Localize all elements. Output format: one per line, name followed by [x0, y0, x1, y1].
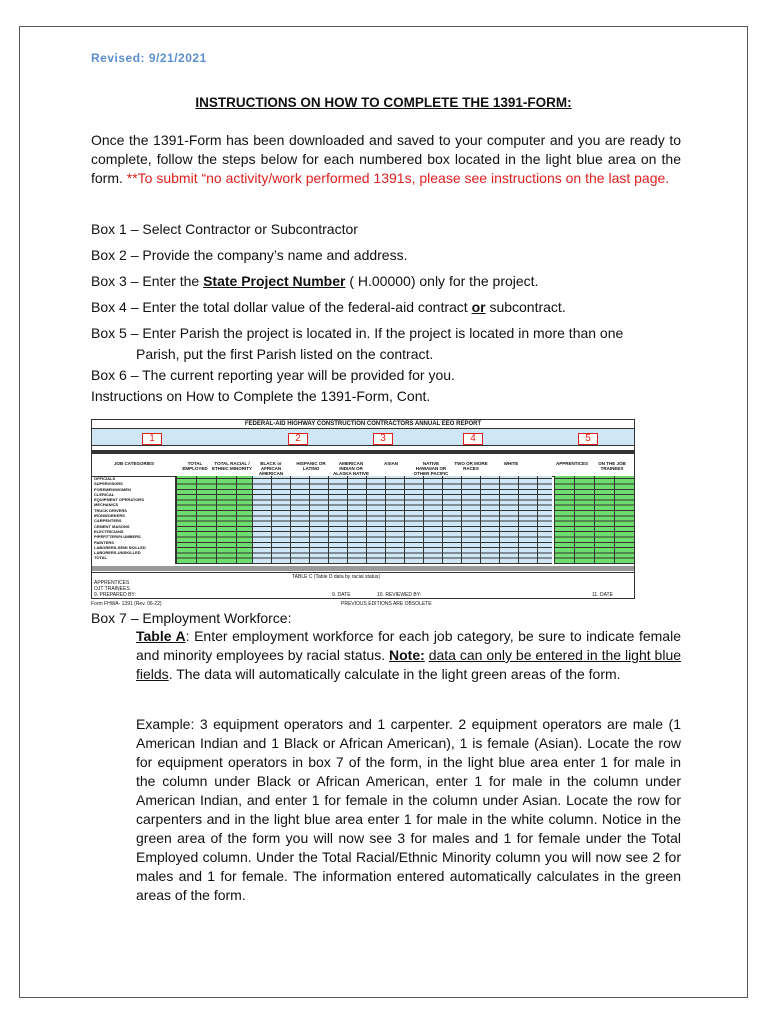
col-job-categories: JOB CATEGORIES [114, 461, 154, 466]
form-top-row [92, 429, 634, 446]
table-c-title: TABLE C (Table D data by racial status) [292, 574, 380, 580]
box4-post: subcontract. [485, 299, 566, 315]
box-cell-4 [418, 429, 529, 445]
intro-text: Once the 1391-Form has been downloaded and saved to your computer and you are ready to complete, follow the steps below for each numbered box located in the light blue area on the form. [91, 132, 681, 186]
form-section-bar [92, 450, 634, 454]
ojt-label: OJT TRAINEES [94, 586, 130, 592]
table-a-text: : Enter employment workforce for each job category, be sure to indicate female and minority employees by racial status. [136, 628, 681, 663]
job-category-row: LABORERS-UNSKILLED [94, 550, 141, 556]
job-category-row: PIPEFITTER/PLUMBERS [94, 534, 141, 540]
blue-entry-area [252, 476, 552, 564]
col-total-employed: TOTAL EMPLOYED [182, 461, 208, 471]
note-label: Note: [389, 647, 425, 663]
box-cell-2 [178, 429, 319, 445]
job-category-row: TOTAL [94, 555, 107, 561]
job-category-row: SUPERVISORS [94, 481, 123, 487]
box-number-1: 1 [142, 433, 162, 445]
green-total-columns [176, 476, 252, 564]
box-number-5: 5 [578, 433, 598, 445]
box-number-2: 2 [288, 433, 308, 445]
form-footer-left: Form FHWA- 1391 (Rev. 06-22) [91, 601, 162, 607]
col-native-hawaiian: NATIVE HAWAIIAN OR OTHER PACIFIC [413, 461, 449, 476]
col-black: BLACK or AFRICAN AMERICAN [258, 461, 284, 476]
col-american-indian: AMERICAN INDIAN OR ALASKA NATIVE [333, 461, 369, 476]
form-column-headers [92, 458, 634, 477]
example-paragraph: Example: 3 equipment operators and 1 carpenter. 2 equipment operators are male (1 American Indian and 1 Black or African American), 1 is female (Asian). Locate the row for equipment operators in box 7 of the form, in the light blue area enter 1 for male in the column under Black or African American, enter 1 for male in the column under American Indian, and enter 1 for female in the column under Asian. Locate the row for carpenters and in the light blue area enter 1 for male in the white column. Notice in the green area of the form you will now see 3 for males and 1 for female under the Total Employed column. Under the Total Racial/Ethnic Minority column you will now see 2 for males and 1 for female. The information entered automatically calculates in the green areas of the form. [136, 716, 681, 903]
prepared-by-label: 9. PREPARED BY: [94, 592, 136, 598]
note-text: data can only be entered in the light blue fields [136, 647, 682, 682]
table-a-tail: . The data will automatically calculate in the light green areas of the form. [168, 666, 621, 682]
form-footer [91, 601, 633, 607]
box2-instruction: Box 2 – Provide the company’s name and address. [91, 247, 408, 263]
job-category-row: LABORERS-SEMI SKILLED [94, 544, 146, 550]
reviewed-by-label: 10. REVIEWED BY: [377, 592, 422, 598]
date-label: 9. DATE [332, 592, 351, 598]
col-total-minority: TOTAL RACIAL / ETHNIC MINORITY [212, 461, 252, 471]
box7-heading: Box 7 – Employment Workforce: [91, 610, 292, 626]
job-category-row: CEMENT MASONS [94, 523, 130, 529]
form-grey-bar [92, 566, 634, 571]
box5-instruction-line1: Box 5 – Enter Parish the project is located in. If the project is located in more than one [91, 325, 624, 341]
job-category-row: FOREMEN/WOMEN [94, 486, 131, 492]
job-category-row: IRONWORKERS [94, 513, 125, 519]
box5-instruction-line2: Parish, put the first Parish listed on the contract. [136, 346, 434, 362]
intro-red-note: **To submit “no activity/work performed 1391s, please see instructions on the last page. [126, 170, 670, 186]
job-category-row: CARPENTERS [94, 518, 122, 524]
job-category-row: TRUCK DRIVERS [94, 507, 127, 513]
box3-bold: State Project Number [203, 273, 346, 289]
box-cell-3 [318, 429, 419, 445]
form-table-c [92, 572, 634, 599]
document-page [19, 26, 748, 998]
box-number-4: 4 [463, 433, 483, 445]
box4-instruction [91, 298, 691, 317]
table-a-label: Table A [136, 628, 186, 644]
intro-paragraph [91, 131, 681, 188]
job-category-row: EQUIPMENT OPERATORS [94, 497, 144, 503]
job-category-row: OFFICIALS [94, 476, 116, 481]
col-white: WHITE [503, 461, 519, 466]
col-asian: ASIAN [383, 461, 398, 466]
box4-or: or [471, 299, 486, 315]
date11-label: 11. DATE [592, 592, 613, 598]
box6-instruction: Box 6 – The current reporting year will be provided for you. [91, 367, 455, 383]
job-category-row: CLERICAL [94, 491, 115, 497]
green-apprentice-columns [554, 476, 634, 564]
form-footer-mid: PREVIOUS EDITIONS ARE OBSOLETE [341, 601, 432, 607]
job-category-row: MECHANICS [94, 502, 119, 508]
page-title: INSTRUCTIONS ON HOW TO COMPLETE THE 1391-FORM: [195, 95, 572, 110]
job-category-row: ELECTRICIANS [94, 528, 124, 534]
box4-pre: Box 4 – Enter the total dollar value of the federal-aid contract [91, 299, 472, 315]
box3-instruction [91, 272, 691, 291]
form-1391-image [91, 419, 635, 599]
box3-pre: Box 3 – Enter the [91, 273, 204, 289]
revised-date: Revised: 9/21/2021 [91, 51, 207, 65]
form-header: FEDERAL-AID HIGHWAY CONSTRUCTION CONTRACTORS ANNUAL EEO REPORT [92, 420, 634, 429]
box-number-3: 3 [373, 433, 393, 445]
job-category-row: PAINTERS [94, 539, 114, 545]
box1-instruction: Box 1 – Select Contractor or Subcontractor [91, 221, 358, 237]
col-hispanic: HISPANIC OR LATINO [296, 461, 326, 471]
box-cell-1 [92, 429, 179, 445]
box3-post: ( H.00000) only for the project. [345, 273, 539, 289]
box-cell-5 [528, 429, 635, 445]
col-two-or-more: TWO OR MORE RACES [454, 461, 488, 471]
apprentices-label: APPRENTICES [94, 580, 130, 586]
continued-heading: Instructions on How to Complete the 1391-Form, Cont. [91, 388, 431, 404]
col-apprentices: APPRENTICES [555, 461, 588, 466]
box7-table-a-paragraph [136, 627, 681, 684]
col-ojt: ON THE JOB TRAINEES [598, 461, 626, 471]
job-category-labels [92, 476, 176, 564]
form-table-a [92, 476, 634, 564]
